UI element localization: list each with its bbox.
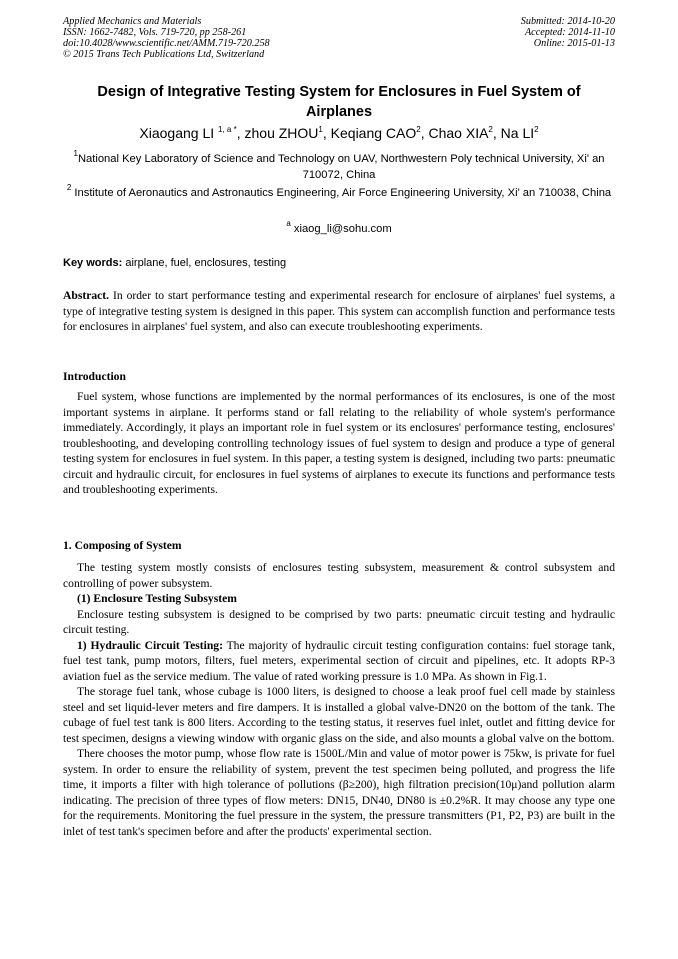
- submitted-date: Submitted: 2014-10-20: [520, 16, 615, 27]
- abstract-label: Abstract.: [63, 289, 110, 302]
- journal-copyright: © 2015 Trans Tech Publications Ltd, Switzerland: [63, 49, 265, 60]
- section-1-paragraph-2: Enclosure testing subsystem is designed to be comprised by two parts: pneumatic circuit testing and hydraulic circuit testing.: [63, 607, 615, 636]
- author-name: Xiaogang LI: [139, 125, 219, 141]
- hydraulic-testing-label: 1) Hydraulic Circuit Testing:: [77, 638, 223, 652]
- author-superscript: 2: [534, 125, 539, 134]
- online-date: Online: 2015-01-13: [533, 38, 615, 49]
- section-1-heading: 1. Composing of System: [63, 539, 182, 552]
- journal-doi: doi:10.4028/www.scientific.net/AMM.719-720.258: [63, 38, 270, 49]
- accepted-date: Accepted: 2014-11-10: [524, 27, 615, 38]
- affiliation-1: [63, 151, 615, 183]
- paper-title: Design of Integrative Testing System for Enclosures in Fuel System of Airplanes: [97, 84, 581, 120]
- affiliation-superscript: 2: [66, 183, 72, 192]
- journal-issn: ISSN: 1662-7482, Vols. 719-720, pp 258-261: [63, 27, 247, 38]
- section-1-paragraph-3: [63, 638, 615, 685]
- author-superscript: 2: [488, 125, 493, 134]
- author-name: , Na LI: [492, 125, 535, 141]
- section-1-paragraph-4: The storage fuel tank, whose cubage is 1000 liters, is designed to choose a leak proof fuel cell made by stainless steel and set liquid-lever meters and fire dampers. It is installed a global valve-DN20 on the bottom of the tank. The cubage of fuel test tank is 800 liters. According to the testing status, it reserves fuel inlet, outlet and fitting device for test specimen, designs a viewing window with organic glass on the side, and also mounts a global valve on the bottom.: [63, 685, 615, 745]
- abstract: [63, 288, 615, 335]
- author-list: [63, 124, 615, 142]
- affiliation-text: Institute of Aeronautics and Astronautics Engineering, Air Force Engineering University, Xi' an 710038, China: [71, 187, 612, 199]
- section-1-paragraph-1: The testing system mostly consists of enclosures testing subsystem, measurement & control subsystem and controlling of power subsystem.: [63, 561, 615, 590]
- abstract-text: In order to start performance testing and experimental research for enclosure of airplanes' fuel systems, a type of integrative testing system is designed in this paper. This system can accomplish function and performance tests for enclosures in airplanes' fuel system, and also can execute troubleshooting experiments.: [63, 289, 615, 333]
- keywords: [63, 256, 615, 270]
- author-email: [63, 221, 615, 237]
- author-name: , Chao XIA: [420, 125, 489, 141]
- author-superscript: 1, a *: [218, 125, 237, 134]
- email-superscript: a: [286, 219, 291, 228]
- journal-info: [63, 16, 270, 60]
- submission-dates: [521, 16, 615, 49]
- email-text: xiaog_li@sohu.com: [290, 223, 392, 235]
- author-name: , zhou ZHOU: [236, 125, 319, 141]
- section-1-body: [63, 560, 615, 839]
- introduction-heading: Introduction: [63, 370, 126, 383]
- section-1-paragraph-5: There chooses the motor pump, whose flow rate is 1500L/Min and value of motor power is 75kw, is private for fuel system. In order to ensure the reliability of system, prevent the test specimen being polluted, and progress the life time, it imports a filter with high tolerance of pollutions (β≥200), high filtration precision(10μ)and pollution alarm indicating. The precision of three types of flow meters: DN15, DN40, DN80 is ±0.2%R. It may choose any type one for the requirements. Monitoring the fuel pressure in the system, the pressure transmitters (P1, P2, P3) are built in the inlet of test tank's specimen before and after the products' experimental section.: [63, 747, 615, 838]
- keywords-text: airplane, fuel, enclosures, testing: [122, 257, 287, 269]
- introduction-paragraph: Fuel system, whose functions are implemented by the normal performances of its enclosures, is one of the most important systems in airplane. It performs stand or fall relating to the reliability of whole system's performance immediately. Accordingly, it plays an important role in fuel system or its enclosures' performance testing, enclosures' troubleshooting, and developing controlling technology issues of fuel system to design and produce a type of general testing system for enclosures in fuel system. In this paper, a testing system is designed, including two parts: pneumatic circuit and hydraulic circuit, for enclosures in fuel systems of airplanes to execute its functions and performance tests and troubleshooting experiments.: [63, 390, 615, 496]
- journal-name: Applied Mechanics and Materials: [63, 16, 202, 27]
- subsection-heading-enclosure-testing: (1) Enclosure Testing Subsystem: [77, 592, 237, 605]
- author-name: , Keqiang CAO: [322, 125, 417, 141]
- affiliation-text: National Key Laboratory of Science and Technology on UAV, Northwestern Poly technical University, Xi' an 710072, China: [77, 153, 605, 181]
- hydraulic-testing-text: The majority of hydraulic circuit testing configuration contains: fuel storage tank, fuel test tank, pump motors, filters, fuel meters, experimental section of circuit and pipelines, etc. It adopts RP-3 aviation fuel as the service medium. The value of rated working pressure is 1.0 MPa. As shown in Fig.1.: [63, 638, 615, 683]
- affiliation-2: [63, 185, 615, 201]
- affiliation-superscript: 1: [73, 149, 78, 158]
- author-superscript: 1: [318, 125, 323, 134]
- keywords-label: Key words:: [63, 257, 123, 269]
- author-superscript: 2: [416, 125, 421, 134]
